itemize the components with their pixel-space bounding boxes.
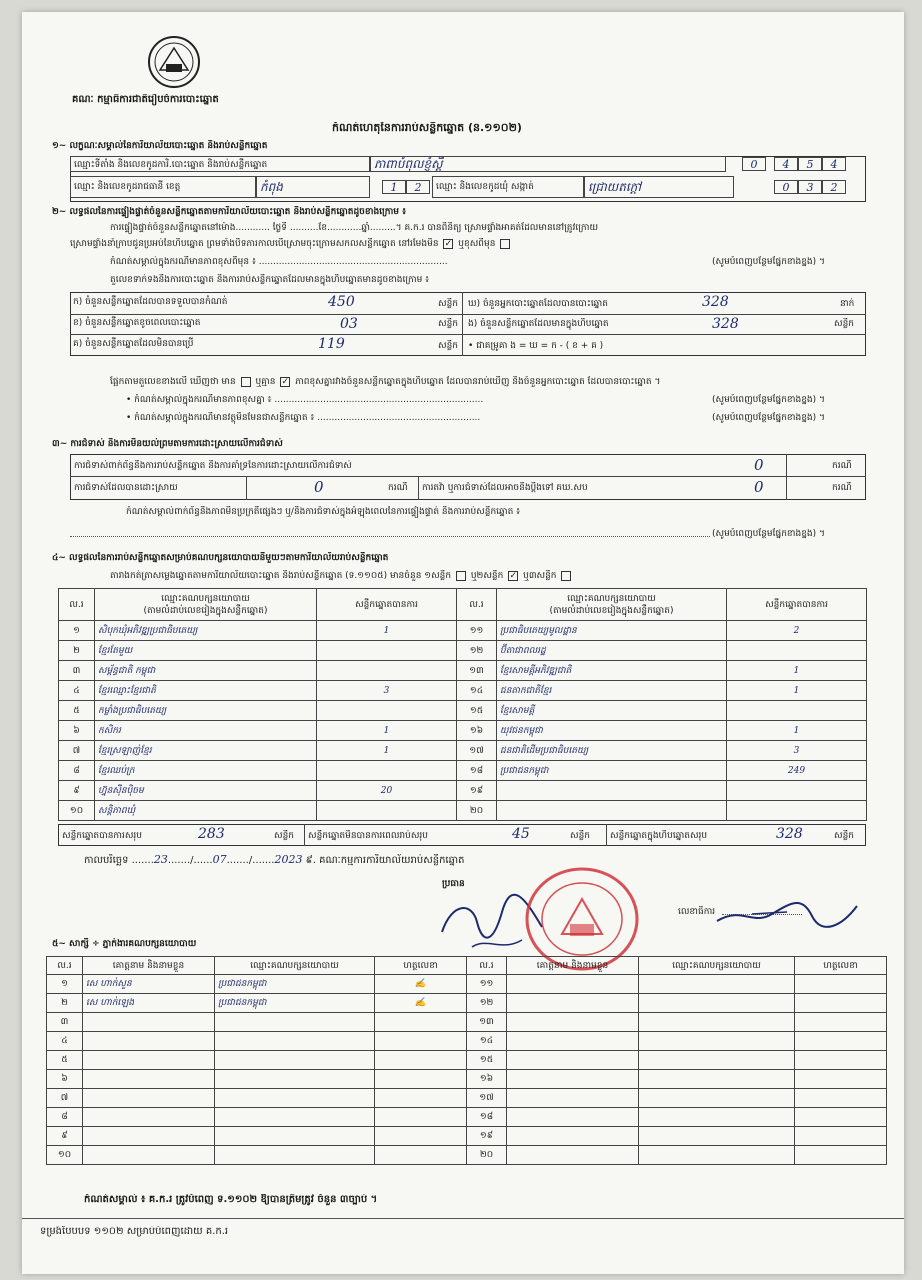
s4-total-box: 328 xyxy=(776,826,803,842)
s5-row-party xyxy=(215,1146,375,1165)
s3-row1-label: ការជំទាស់ពាក់ព័ន្ធនឹងការរាប់សន្លឹកឆ្នោត និងការគាំទ្រនៃការដោះស្រាយលើការជំទាស់ xyxy=(74,461,352,471)
s4-row-party: ជនជាតិដើមប្រជាធិបតេយ្យ xyxy=(497,741,727,761)
s2-formula: • ជាគម្រូគា ង = ឃ = ក - ( ខ + គ ) xyxy=(468,341,604,351)
s1-row2-digit: 2 xyxy=(822,180,846,194)
s5-row-no: ១៥ xyxy=(467,1051,507,1070)
s5-row-no: ១៣ xyxy=(467,1013,507,1032)
s2-rowA-value: 450 xyxy=(328,294,355,310)
s2-check-line: ផ្អែកតាមតួលេខខាងលើ ឃើញថា មាន xyxy=(110,377,236,387)
s5-row-party xyxy=(215,1089,375,1108)
s4-row-no: ១១ xyxy=(457,621,497,641)
s4-total-box-unit: សន្លឹក xyxy=(834,831,854,841)
s4-row-party: ខ្មែរឈប់ក្រ xyxy=(95,761,317,781)
table-row xyxy=(59,721,867,741)
s5-row-party xyxy=(639,1108,795,1127)
table-row xyxy=(47,1070,887,1089)
s5-row-name xyxy=(507,1070,639,1089)
s2-line2-row xyxy=(70,238,870,250)
s2-check-row xyxy=(110,376,870,388)
s2-rowA-unit: សន្លឹក xyxy=(438,299,458,309)
s5-col-no: ល.រ xyxy=(47,957,83,975)
s5-row-sign: ✍ xyxy=(375,975,467,994)
s4-row-votes: 2 xyxy=(727,621,867,641)
s4-row-no: ១៥ xyxy=(457,701,497,721)
s5-row-sign xyxy=(795,1070,887,1089)
s5-row-party xyxy=(639,975,795,994)
s5-row-sign: ✍ xyxy=(375,994,467,1013)
s5-row-no: ៦ xyxy=(47,1070,83,1089)
s4-row-party: សន្តិភាពឃុំ xyxy=(95,801,317,821)
s4-row-votes xyxy=(727,781,867,801)
emblem-icon xyxy=(146,34,202,90)
s3-note-line xyxy=(70,536,710,537)
s4-total-invalid-unit: សន្លឹក xyxy=(570,831,590,841)
section1-heading: ១~ លក្ខណៈសម្គាល់នៃការិយាល័យបោះឆ្នោត និងរាប់សន្លឹកឆ្នោត xyxy=(52,141,268,151)
s2-note1-tail: (សូមបំពេញបន្ថែមផ្នែកខាងខ្នង) ។ xyxy=(712,395,825,405)
s4-row-no: ៩ xyxy=(59,781,95,801)
section2-heading: ២~ លទ្ធផលនៃការផ្ទៀងផ្ទាត់ចំនួនសន្លឹកឆ្នោតតាមការិយាល័យបោះឆ្នោត និងរាប់សន្លឹកឆ្នោតដូចខាងក្រោម ៖ xyxy=(52,207,407,217)
s4-row-party: ប្រជាធិបតេយ្យមូលដ្ឋាន xyxy=(497,621,727,641)
s4-date-month: 07 xyxy=(212,854,227,866)
s5-row-name xyxy=(507,1127,639,1146)
s5-row-name xyxy=(83,1032,215,1051)
s5-row-party xyxy=(639,1089,795,1108)
s4-row-no: ៨ xyxy=(59,761,95,781)
s5-col-party: ឈ្មោះគណបក្សនយោបាយ xyxy=(215,957,375,975)
s4-col-party: ឈ្មោះគណបក្សនយោបាយ (តាមលំដាប់លេខរៀងក្នុងសន្លឹកឆ្នោត) xyxy=(497,589,727,621)
s1-row1-value: ភាពាបំពុលខ្ញុំស្ដី xyxy=(370,156,726,172)
s4-row-party xyxy=(497,801,727,821)
s4-col-votes: សន្លឹកឆ្នោតបានការ xyxy=(727,589,867,621)
table-row xyxy=(47,1051,887,1070)
s5-row-no: ៤ xyxy=(47,1032,83,1051)
table-row xyxy=(47,975,887,994)
s2-rowE-unit: សន្លឹក xyxy=(834,319,854,329)
s4-row-no: ១៦ xyxy=(457,721,497,741)
s5-row-no: ៩ xyxy=(47,1127,83,1146)
s4-date-tail: ៩. គណៈកម្មការការិយាល័យរាប់សន្លឹកឆ្នោត xyxy=(305,855,465,866)
s4-row-party: កម្លាំងប្រជាធិបតេយ្យ xyxy=(95,701,317,721)
s2-divider xyxy=(462,292,463,356)
s5-row-no: ១០ xyxy=(47,1146,83,1165)
s4-row-no: ៤ xyxy=(59,681,95,701)
s4-intro-opt3: ឬ៣សន្លឹក xyxy=(523,571,557,581)
s5-row-party: ប្រជាជនកម្ពុជា xyxy=(215,975,375,994)
s2-note2: • កំណត់សម្គាល់ក្នុងករណីមានវត្ថុមិនមែនជាសន្លឹកឆ្នោត ៖ ......................................................... xyxy=(126,413,481,423)
table-row xyxy=(47,1146,887,1165)
s4-col-party: ឈ្មោះគណបក្សនយោបាយ (តាមលំដាប់លេខរៀងក្នុងសន្លឹកឆ្នោត) xyxy=(95,589,317,621)
s2-rowE-label: ង) ចំនួនសន្លឹកឆ្នោតដែលមានក្នុងហិបឆ្នោត xyxy=(468,319,609,329)
s5-row-sign xyxy=(375,1146,467,1165)
s2-line2-opt2-label: ឬខុសពីមុន xyxy=(458,239,496,249)
s4-row-party: ហ្វ៊ុនស៊ីនប៉ិចម xyxy=(95,781,317,801)
s4-row-party: ជនតាកជាតិខ្មែរ xyxy=(497,681,727,701)
s2-line4: តួលេខទាក់ទងនឹងការបោះឆ្នោត និងការរាប់សន្លឹកឆ្នោតដែលមានក្នុងហិបឆ្នោតមានដូចខាងក្រោម ៖ xyxy=(110,275,430,285)
s4-totals-row xyxy=(58,824,866,846)
s4-total-box-label: សន្លឹកឆ្នោតក្នុងហិបឆ្នោតសរុប xyxy=(610,831,708,841)
s2-check-checkbox-2[interactable]: ✓ xyxy=(281,376,290,387)
s3-divider xyxy=(246,476,247,500)
s4-row-votes: 1 xyxy=(727,681,867,701)
s5-row-no: ១៦ xyxy=(467,1070,507,1089)
s1-row2-mid-label: ឈ្មោះ និងលេខកូដឃុំ សង្កាត់ xyxy=(432,176,584,198)
s4-row-votes xyxy=(727,641,867,661)
s2-rowA-label: ក) ចំនួនសន្លឹកឆ្នោតដែលបានទទួលបានកំណត់ xyxy=(73,297,228,307)
s4-date-label: កាលបរិច្ឆេទ xyxy=(84,855,129,866)
s5-row-sign xyxy=(795,1146,887,1165)
s3-divider xyxy=(70,476,866,477)
s5-row-name xyxy=(83,1051,215,1070)
s4-intro-opt2: ឬ២សន្លឹក xyxy=(470,571,504,581)
s4-row-party: ខ្មែរតែមួយ xyxy=(95,641,317,661)
s4-row-votes: 1 xyxy=(317,621,457,641)
s4-chair-label: ប្រធាន xyxy=(442,879,465,889)
table-row xyxy=(47,994,887,1013)
s4-row-party: ប្រជាជនកម្ពុជា xyxy=(497,761,727,781)
s5-row-name: សេ ហាក់សួន xyxy=(83,975,215,994)
s4-row-votes: 1 xyxy=(727,721,867,741)
s5-row-name xyxy=(83,1089,215,1108)
s2-line3: កំណត់សម្គាល់ក្នុងករណីមានភាពខុសពីមុន ៖ .................................................................. xyxy=(110,257,448,267)
s4-row-no: ១៧ xyxy=(457,741,497,761)
table-row xyxy=(59,801,867,821)
s5-row-party xyxy=(215,1070,375,1089)
s4-row-no: ៧ xyxy=(59,741,95,761)
s5-row-sign xyxy=(375,1032,467,1051)
s5-row-name xyxy=(507,1089,639,1108)
s4-row-votes: 1 xyxy=(317,741,457,761)
s4-row-votes xyxy=(317,641,457,661)
s4-row-votes: 3 xyxy=(317,681,457,701)
s4-row-no: ២ xyxy=(59,641,95,661)
s5-row-party xyxy=(639,1032,795,1051)
s5-col-sign: ហត្ថលេខា xyxy=(795,957,887,975)
s5-row-name xyxy=(83,1013,215,1032)
s5-row-party xyxy=(215,1051,375,1070)
s3-row2-value2: 0 xyxy=(754,478,764,496)
s5-row-no: ២ xyxy=(47,994,83,1013)
s5-row-name xyxy=(83,1127,215,1146)
s2-rowD-unit: នាក់ xyxy=(840,299,855,309)
table-row xyxy=(59,741,867,761)
s2-rowE-value: 328 xyxy=(712,316,739,332)
s2-rowC-value: 119 xyxy=(318,336,345,352)
s4-row-party: ខ្មែរស្រឡាញ់ខ្មែរ xyxy=(95,741,317,761)
s5-row-party xyxy=(639,1127,795,1146)
s4-intro: តារាងកត់ត្រាសម្លេងឆ្នោតតាមការិយាល័យបោះឆ្នោត និងរាប់សន្លឹកឆ្នោត (ទ.១១០៥) មានចំនួន ១សន្លឹក xyxy=(110,571,452,581)
s5-row-sign xyxy=(375,1070,467,1089)
s5-row-sign xyxy=(375,1089,467,1108)
s4-row-votes xyxy=(317,701,457,721)
page-title: កំណត់ហេតុនៃការរាប់សន្លឹកឆ្នោត (ន.១១០២) xyxy=(332,122,522,134)
table-row xyxy=(59,761,867,781)
s5-row-no: ៧ xyxy=(47,1089,83,1108)
footer-note: កំណត់សម្គាល់ ៖ គ.ក.រ ត្រូវបំពេញ ទ.១១០២ ឱ្យបានត្រឹមត្រូវ ចំនួន ៣ច្បាប់ ។ xyxy=(84,1194,378,1205)
s2-note1: • កំណត់សម្គាល់ក្នុងករណីមានភាពខុសគ្នា ៖ ......................................................................... xyxy=(126,395,484,405)
s4-col-no: ល.រ xyxy=(59,589,95,621)
s2-note2-tail: (សូមបំពេញបន្ថែមផ្នែកខាងខ្នង) ។ xyxy=(712,413,825,423)
s5-row-name xyxy=(507,975,639,994)
s3-note-tail: (សូមបំពេញបន្ថែមផ្នែកខាងខ្នង) ។ xyxy=(712,529,825,539)
s5-row-party xyxy=(639,1070,795,1089)
s5-row-party xyxy=(215,1013,375,1032)
section3-heading: ៣~ ការជំទាស់ និងការមិនយល់ព្រមតាមការដោះស្រាយលើការជំទាស់ xyxy=(52,439,283,449)
s5-row-party xyxy=(215,1127,375,1146)
s1-row1-digit: 4 xyxy=(822,157,846,171)
s3-row2-value: 0 xyxy=(314,478,324,496)
s2-divider xyxy=(70,334,866,335)
s2-rowB-unit: សន្លឹក xyxy=(438,319,458,329)
s1-row1-digit: 5 xyxy=(798,157,822,171)
s5-row-party xyxy=(215,1108,375,1127)
s5-row-name xyxy=(507,1051,639,1070)
table-row xyxy=(47,1089,887,1108)
s3-row2-unit: ករណី xyxy=(388,483,408,493)
s4-row-party: កសិករ xyxy=(95,721,317,741)
s1-row2-digit: 2 xyxy=(406,180,430,194)
s2-check-checkbox-1[interactable] xyxy=(241,377,251,387)
s5-col-name: គោត្តនាម និងនាមខ្លួន xyxy=(507,957,639,975)
s5-col-no: ល.រ xyxy=(467,957,507,975)
s5-row-party xyxy=(639,1146,795,1165)
s2-rowC-unit: សន្លឹក xyxy=(438,341,458,351)
s1-row1-label: ឈ្មោះទីតាំង និងលេខកូដការិ.បោះឆ្នោត និងរាប់សន្លឹកឆ្នោត xyxy=(70,156,370,172)
s5-row-sign xyxy=(375,1013,467,1032)
s4-date-row: កាលបរិច្ឆេទ .......23......./......07......./.......2023 ៩. គណៈកម្មការការិយាល័យរាប់សន្លឹកឆ្នោត xyxy=(84,854,465,866)
table-row xyxy=(47,1013,887,1032)
s4-intro-checkbox-3[interactable] xyxy=(561,571,571,581)
s5-row-party xyxy=(639,1013,795,1032)
s4-row-no: ១៩ xyxy=(457,781,497,801)
s5-row-sign xyxy=(795,1032,887,1051)
s4-row-no: ២០ xyxy=(457,801,497,821)
s4-row-no: ៣ xyxy=(59,661,95,681)
s4-row-votes: 20 xyxy=(317,781,457,801)
s4-row-votes xyxy=(727,701,867,721)
s4-row-votes: 3 xyxy=(727,741,867,761)
s4-row-no: ៥ xyxy=(59,701,95,721)
s5-col-sign: ហត្ថលេខា xyxy=(375,957,467,975)
s4-intro-checkbox-1[interactable] xyxy=(456,571,466,581)
s5-row-sign xyxy=(795,1108,887,1127)
s5-row-no: ១៧ xyxy=(467,1089,507,1108)
section5-heading: ៥~ សាក្សី ÷ ភ្នាក់ងារគណបក្សនយោបាយ xyxy=(52,939,197,949)
s4-intro-checkbox-2[interactable]: ✓ xyxy=(509,570,517,581)
s4-row-party: ខ្មែរសាមគ្គីអភិវឌ្ឍជាតិ xyxy=(497,661,727,681)
s4-row-party: យុវជនកម្ពុជា xyxy=(497,721,727,741)
s5-row-sign xyxy=(795,975,887,994)
s4-row-votes: 1 xyxy=(727,661,867,681)
s4-row-party xyxy=(497,781,727,801)
s3-row1-unit: ករណី xyxy=(832,461,852,471)
ballot-count-report xyxy=(22,12,904,1274)
s2-line2: ស្រោមផ្ទាំងនាំក្រាបជូនប្រអប់នៃហិបឆ្នោត ព្រមទាំងបិទភារកាលបើស្រោមចុះក្រោមសកលសន្លឹកឆ្នោត នៅរមែងមិន xyxy=(70,239,439,249)
s4-col-no: ល.រ xyxy=(457,589,497,621)
s5-row-no: ១២ xyxy=(467,994,507,1013)
s2-check-tail: ភាពខុសគ្នារវាងចំនួនសន្លឹកឆ្នោតក្នុងហិបឆ្នោត ដែលបានរាប់ឃើញ និងចំនួនអ្នកបោះឆ្នោត ដែលបានបោះឆ្នោត ។ xyxy=(295,377,661,387)
s5-row-name xyxy=(507,1108,639,1127)
s5-row-no: ១៩ xyxy=(467,1127,507,1146)
org-name: គណៈ កម្មាធិការជាតិរៀបចំការបោះឆ្នោត xyxy=(72,94,219,105)
s4-row-votes xyxy=(727,801,867,821)
s1-row1-digit: 4 xyxy=(774,157,798,171)
s5-row-name: សេ ហាក់ឡេង xyxy=(83,994,215,1013)
footer-bottom: ទម្រង់បែបបទ ១១០២ សម្រាប់បំពេញដោយ គ.ក.រ xyxy=(40,1226,229,1237)
s4-row-votes xyxy=(317,761,457,781)
s5-col-party: ឈ្មោះគណបក្សនយោបាយ xyxy=(639,957,795,975)
s5-row-name xyxy=(507,1013,639,1032)
s4-row-votes: 1 xyxy=(317,721,457,741)
s4-row-votes xyxy=(317,661,457,681)
s3-row2-label: ការជំទាស់ដែលបានដោះស្រាយ xyxy=(74,483,178,493)
s4-intro-row xyxy=(110,570,870,582)
s5-row-name xyxy=(507,994,639,1013)
s4-totals-divider xyxy=(606,824,607,846)
s4-row-no: ១២ xyxy=(457,641,497,661)
s5-row-name xyxy=(83,1146,215,1165)
s1-row1-digit: 0 xyxy=(742,157,766,171)
s4-date-day: 23 xyxy=(153,854,168,866)
s5-row-sign xyxy=(375,1127,467,1146)
s2-rowC-label: គ) ចំនួនសន្លឹកឆ្នោតដែលមិនបានប្រើ xyxy=(73,339,194,349)
s4-totals-divider xyxy=(304,824,305,846)
table-row xyxy=(47,1032,887,1051)
s5-row-sign xyxy=(375,1051,467,1070)
s3-row2-mid: ការតវ៉ា ឬការជំទាស់ដែលអាចនឹងប្ដឹងទៅ គឃ.សប xyxy=(422,483,588,493)
s1-row2-digit: 1 xyxy=(382,180,406,194)
s1-row2-mid-value: ជ្រោយតក្តៅ xyxy=(584,176,734,198)
s2-rowB-label: ខ) ចំនួនសន្លឹកឆ្នោតខូចពេលបោះឆ្នោត xyxy=(73,318,201,328)
s4-row-votes xyxy=(317,801,457,821)
s1-row2-digit: 0 xyxy=(774,180,798,194)
s5-row-no: ២០ xyxy=(467,1146,507,1165)
s4-results-table xyxy=(58,588,867,821)
s5-row-party xyxy=(639,1051,795,1070)
s2-divider xyxy=(70,314,866,315)
s5-row-sign xyxy=(375,1108,467,1127)
s1-row2-value: កំពុង xyxy=(256,176,370,198)
table-row xyxy=(59,621,867,641)
s2-line3-note: (សូមបំពេញបន្ថែមផ្នែកខាងខ្នង) ។ xyxy=(712,257,825,267)
s5-row-party: ប្រជាជនកម្ពុជា xyxy=(215,994,375,1013)
s4-row-party: សម្ព័ន្ធជាតិ កម្ពុជា xyxy=(95,661,317,681)
s2-line2-checkbox-2[interactable] xyxy=(500,239,510,249)
s4-row-party: សិបុកឃុំអភិវឌ្ឍប្រជាធិបតេយ្យ xyxy=(95,621,317,641)
s5-row-sign xyxy=(795,994,887,1013)
s4-row-no: ១០ xyxy=(59,801,95,821)
s4-row-no: ១ xyxy=(59,621,95,641)
s5-row-name xyxy=(507,1032,639,1051)
s2-check-opt1-label: ឬគ្មាន xyxy=(255,377,276,387)
table-row xyxy=(59,701,867,721)
s4-row-party: ប៊ីតាជាពលរដ្ឋ xyxy=(497,641,727,661)
s5-row-party xyxy=(639,994,795,1013)
s3-divider xyxy=(786,454,787,500)
s5-witness-table xyxy=(46,956,887,1165)
s4-total-valid: 283 xyxy=(198,826,225,842)
s4-total-valid-label: សន្លឹកឆ្នោតបានការសរុប xyxy=(62,831,142,841)
s3-row1-value: 0 xyxy=(754,456,764,474)
s1-row2-digit: 3 xyxy=(798,180,822,194)
s4-total-invalid: 45 xyxy=(512,826,530,842)
footer-rule xyxy=(22,1218,904,1219)
table-row xyxy=(59,681,867,701)
s4-row-no: ១៣ xyxy=(457,661,497,681)
s5-row-no: ៥ xyxy=(47,1051,83,1070)
s5-row-no: ៨ xyxy=(47,1108,83,1127)
s4-total-invalid-label: សន្លឹកឆ្នោតមិនបានការពេលរាប់សរុប xyxy=(308,831,428,841)
s2-rowD-value: 328 xyxy=(702,294,729,310)
table-row xyxy=(59,781,867,801)
s5-row-no: ១៨ xyxy=(467,1108,507,1127)
table-row xyxy=(59,641,867,661)
s4-col-votes: សន្លឹកឆ្នោតបានការ xyxy=(317,589,457,621)
s5-col-name: គោត្តនាម និងនាមខ្លួន xyxy=(83,957,215,975)
s4-secretary-label: លេខាធិការ xyxy=(678,907,716,917)
section4-heading: ៤~ លទ្ធផលនៃការរាប់សន្លឹកឆ្នោតសម្រាប់គណបក្សនយោបាយនីមួយៗតាមការិយាល័យរាប់សន្លឹកឆ្នោត xyxy=(52,553,389,563)
s5-row-no: ១ xyxy=(47,975,83,994)
s5-row-no: ១១ xyxy=(467,975,507,994)
table-row xyxy=(47,1108,887,1127)
s5-row-name xyxy=(83,1070,215,1089)
s4-row-votes: 249 xyxy=(727,761,867,781)
s4-row-no: ១៨ xyxy=(457,761,497,781)
s5-row-name xyxy=(83,1108,215,1127)
secretary-signature-icon xyxy=(712,886,862,936)
s3-note: កំណត់សម្គាល់ពាក់ព័ន្ធនឹងភាពមិនប្រក្រតីផ្សេងៗ ឬ/និងការជំទាស់ក្នុងអំឡុងពេលនៃការផ្ទៀងផ្ទាត់ និងការរាប់សន្លឹកឆ្នោត ៖ xyxy=(126,507,521,517)
s4-row-party: ខ្មែរសាមគ្គី xyxy=(497,701,727,721)
s2-line2-checkbox[interactable]: ✓ xyxy=(444,238,453,249)
s5-row-sign xyxy=(795,1089,887,1108)
s4-row-party: ខ្មែរឈ្មោះខ្មែរជាតិ xyxy=(95,681,317,701)
s3-divider xyxy=(418,476,419,500)
s5-row-name xyxy=(507,1146,639,1165)
s1-row2-label: ឈ្មោះ និងលេខកូដរាជធានី ខេត្ត xyxy=(70,176,256,198)
s5-row-sign xyxy=(795,1013,887,1032)
s5-row-party xyxy=(215,1032,375,1051)
s2-rowB-value: 03 xyxy=(340,316,358,332)
s5-row-sign xyxy=(795,1127,887,1146)
table-row xyxy=(47,1127,887,1146)
s2-line1: ការផ្ទៀងផ្ទាត់ចំនួនសន្លឹកឆ្នោតនៅម៉ោង............ ថ្ងៃទី ..........ខែ............ឆ្នាំ.........។ គ.ក.រ បានពិនិត្យ ស្រោមផ្ទាំងអាគត់ដែលមាននៅត្រូវក្រោយ xyxy=(110,223,599,233)
s3-row2-unit2: ករណី xyxy=(832,483,852,493)
s2-rowD-label: ឃ) ចំនួនអ្នកបោះឆ្នោតដែលបានបោះឆ្នោត xyxy=(468,299,608,309)
s4-total-valid-unit: សន្លឹក xyxy=(274,831,294,841)
s4-row-no: ១៤ xyxy=(457,681,497,701)
s5-row-sign xyxy=(795,1051,887,1070)
s5-row-no: ៣ xyxy=(47,1013,83,1032)
s5-row-no: ១៤ xyxy=(467,1032,507,1051)
s4-row-no: ៦ xyxy=(59,721,95,741)
s4-date-year: 2023 xyxy=(274,854,303,866)
table-row xyxy=(59,661,867,681)
